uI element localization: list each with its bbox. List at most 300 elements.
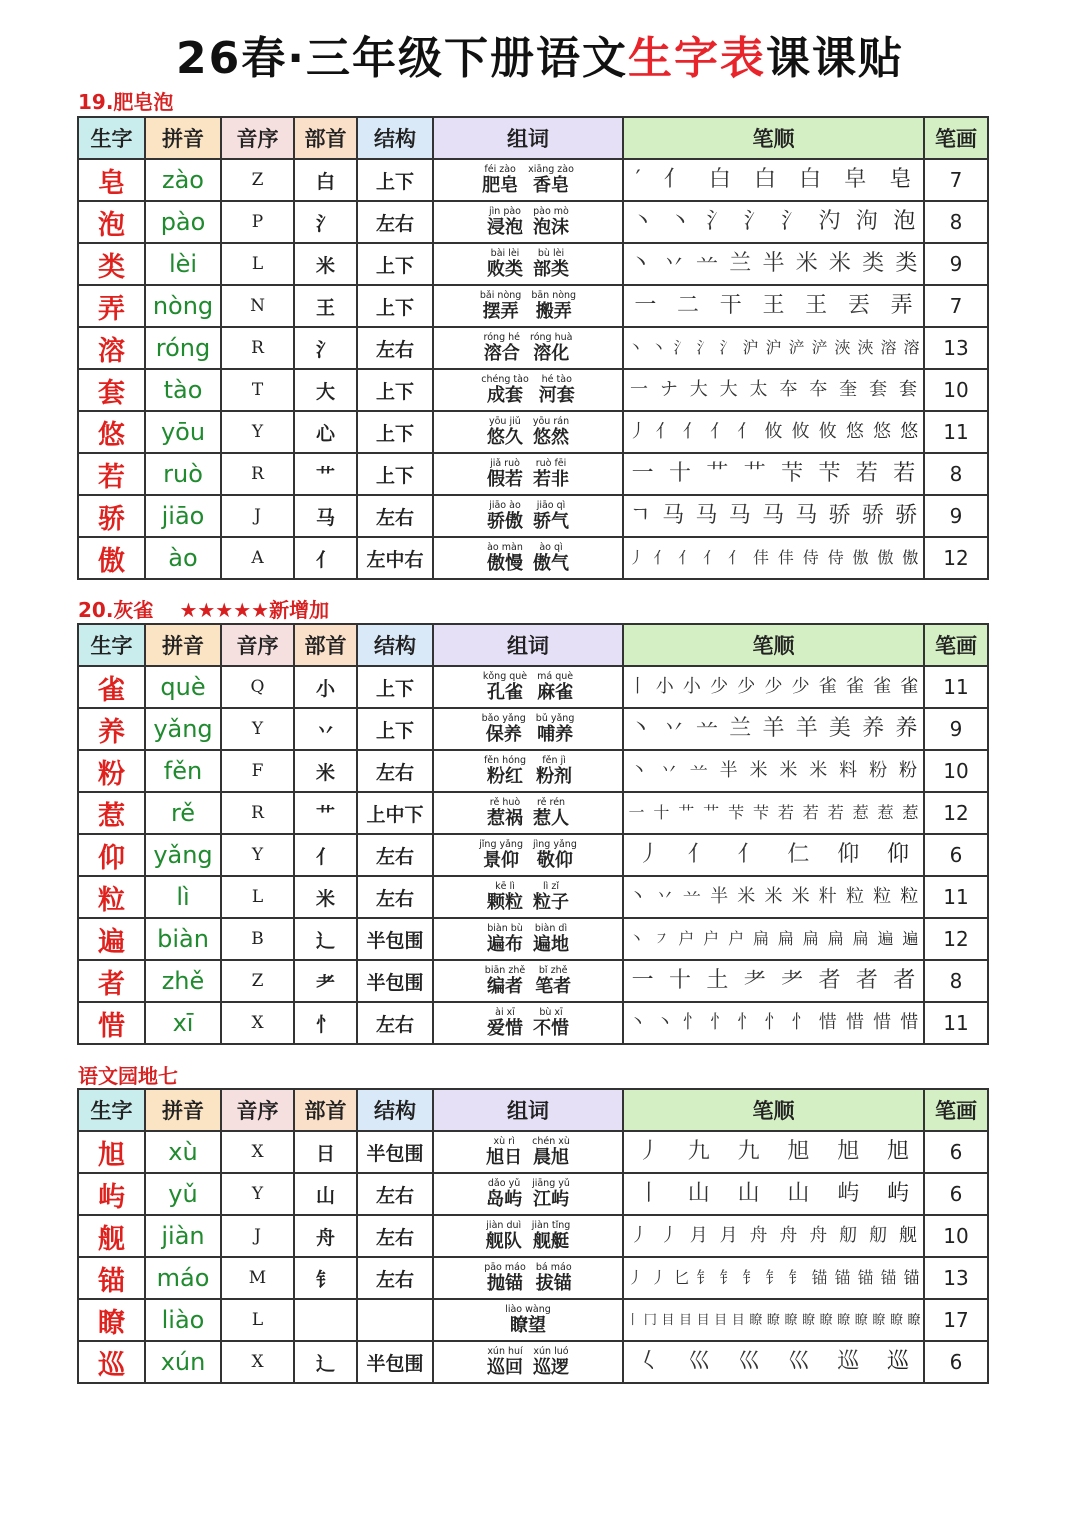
char-cell: 骄 xyxy=(78,495,145,537)
word-text: 悠久 xyxy=(486,427,523,448)
stroke-step: 丿 xyxy=(629,1225,648,1246)
word-pinyin: bài lèi xyxy=(490,248,520,259)
table-row xyxy=(78,1215,988,1257)
stroke-sequence xyxy=(624,1314,923,1327)
word-pair xyxy=(533,1346,569,1378)
stroke-sequence xyxy=(624,970,923,992)
stroke-step: 若 xyxy=(802,803,819,822)
word-pair xyxy=(487,923,523,955)
pinyin-cell: róng xyxy=(145,327,221,369)
word-pinyin: jiàn duì xyxy=(486,1220,522,1231)
word-pair xyxy=(480,290,521,322)
stroke-sequence xyxy=(624,295,923,317)
structure-cell: 左右 xyxy=(357,1002,433,1044)
word-pinyin: biān zhě xyxy=(484,965,526,976)
stroke-sequence xyxy=(624,1227,923,1245)
header-char: 生字 xyxy=(78,1089,145,1131)
stroke-step: 傲 xyxy=(902,548,919,567)
stroke-step: 丶 xyxy=(655,1012,674,1033)
table-row xyxy=(78,1299,988,1341)
stroke-step: 钅 xyxy=(696,1268,713,1287)
stroke-step: 巛 xyxy=(687,1349,710,1374)
header-pinyin: 拼音 xyxy=(145,1089,221,1131)
words-cell xyxy=(433,1257,623,1299)
radical-cell: 心 xyxy=(294,411,357,453)
stroke-step: 亻 xyxy=(653,548,670,567)
word-text: 败类 xyxy=(487,259,523,280)
stroke-order-cell xyxy=(623,495,924,537)
stroke-count-cell: 6 xyxy=(924,834,988,876)
structure-cell: 左右 xyxy=(357,876,433,918)
header-radical: 部首 xyxy=(294,117,357,159)
stroke-step: 若 xyxy=(777,803,794,822)
stroke-step: 𡿨 xyxy=(637,1349,660,1374)
table-row xyxy=(78,1173,988,1215)
stroke-step: 亻 xyxy=(728,548,745,567)
stroke-step: 亻 xyxy=(737,421,756,442)
table-header-row xyxy=(78,624,988,666)
stroke-step: 瞭 xyxy=(854,1312,868,1328)
order-cell: F xyxy=(221,750,294,792)
stroke-step: 芐 xyxy=(781,461,804,486)
stroke-step: 马 xyxy=(728,503,751,528)
header-order: 音序 xyxy=(221,624,294,666)
radical-cell: 氵 xyxy=(294,327,357,369)
header-words: 组词 xyxy=(433,624,623,666)
stroke-step: 瞭 xyxy=(766,1312,780,1328)
stroke-step: 半 xyxy=(710,886,729,907)
word-text: 麻雀 xyxy=(537,682,574,703)
stroke-step: 白 xyxy=(799,167,822,192)
structure-cell: 左右 xyxy=(357,495,433,537)
stroke-step: 惹 xyxy=(902,803,919,822)
words-cell xyxy=(433,960,623,1002)
stroke-step: 马 xyxy=(695,503,718,528)
stroke-step: 侍 xyxy=(827,548,844,567)
stroke-step: 仰 xyxy=(837,842,860,867)
header-structure: 结构 xyxy=(357,624,433,666)
word-pinyin: jiāo qì xyxy=(536,500,566,511)
word-pair xyxy=(487,458,523,490)
word-text: 笔者 xyxy=(535,976,572,997)
stroke-step: 瞭 xyxy=(872,1312,886,1328)
radical-cell: 艹 xyxy=(294,792,357,834)
word-pair xyxy=(487,416,523,448)
structure-cell: 上下 xyxy=(357,159,433,201)
stroke-step: 仹 xyxy=(777,548,794,567)
stroke-count-cell: 11 xyxy=(924,876,988,918)
stroke-step: 米 xyxy=(779,760,798,781)
pinyin-cell: yōu xyxy=(145,411,221,453)
stroke-count-cell: 10 xyxy=(924,750,988,792)
stroke-step: 瞭 xyxy=(889,1312,903,1328)
stroke-step: 大 xyxy=(719,379,738,400)
word-pair xyxy=(533,458,569,490)
char-cell: 锚 xyxy=(78,1257,145,1299)
word-pair xyxy=(505,1304,551,1336)
stroke-order-cell xyxy=(623,369,924,411)
stroke-step: 惹 xyxy=(852,803,869,822)
word-text: 哺养 xyxy=(537,724,574,745)
header-stroke-count: 笔画 xyxy=(924,1089,988,1131)
stroke-sequence xyxy=(624,169,923,191)
word-pinyin: bǐ zhě xyxy=(538,965,568,976)
word-text: 肥皂 xyxy=(482,175,519,196)
words-cell xyxy=(433,411,623,453)
header-pinyin: 拼音 xyxy=(145,624,221,666)
stroke-order-cell xyxy=(623,666,924,708)
order-cell: Y xyxy=(221,834,294,876)
word-pinyin: fěn jì xyxy=(542,755,566,766)
stroke-step: 丿 xyxy=(637,842,660,867)
stroke-order-cell xyxy=(623,960,924,1002)
char-cell: 皂 xyxy=(78,159,145,201)
word-pair xyxy=(533,248,569,280)
table-row xyxy=(78,159,988,201)
stroke-step: 丷 xyxy=(662,716,685,741)
stroke-step: 氵 xyxy=(706,209,729,234)
word-pinyin: pāo máo xyxy=(484,1262,526,1273)
words-cell xyxy=(433,1173,623,1215)
word-pinyin: xiāng zào xyxy=(528,164,574,175)
stroke-step: 瞭 xyxy=(837,1312,851,1328)
words-cell xyxy=(433,1215,623,1257)
words-cell xyxy=(433,495,623,537)
header-words: 组词 xyxy=(433,117,623,159)
word-pinyin: biàn bù xyxy=(487,923,523,934)
stroke-step: 亻 xyxy=(678,548,695,567)
stroke-step: 马 xyxy=(662,503,685,528)
stroke-step: 丶 xyxy=(627,338,644,357)
stroke-step: 者 xyxy=(818,968,841,993)
pinyin-cell: xù xyxy=(145,1131,221,1173)
char-cell: 雀 xyxy=(78,666,145,708)
word-text: 编者 xyxy=(486,976,523,997)
stroke-step: 养 xyxy=(862,716,885,741)
word-text: 溶化 xyxy=(533,343,570,364)
structure-cell: 上下 xyxy=(357,453,433,495)
stroke-step: 惜 xyxy=(845,1012,864,1033)
word-pinyin: jǐng yǎng xyxy=(479,839,523,850)
stroke-count-cell: 8 xyxy=(924,453,988,495)
stroke-step: 山 xyxy=(787,1181,810,1206)
stroke-step: 舠 xyxy=(839,1225,858,1246)
word-pinyin: kǒng què xyxy=(482,671,528,682)
char-cell: 者 xyxy=(78,960,145,1002)
header-stroke-order: 笔顺 xyxy=(623,624,924,666)
header-char: 生字 xyxy=(78,624,145,666)
stroke-step: 十 xyxy=(669,461,692,486)
stroke-step: 浐 xyxy=(788,338,805,357)
word-pinyin: jìng yǎng xyxy=(533,839,577,850)
stroke-step: 䒑 xyxy=(682,886,701,907)
word-text: 遍布 xyxy=(487,934,523,955)
word-pair xyxy=(487,797,523,829)
word-pinyin: bān nòng xyxy=(531,290,577,301)
stroke-step: 沪 xyxy=(765,338,782,357)
word-text: 瞭望 xyxy=(509,1315,546,1336)
stroke-step: 䒑 xyxy=(696,716,719,741)
word-pinyin: jìn pào xyxy=(489,206,521,217)
stroke-step: 侍 xyxy=(802,548,819,567)
word-pair xyxy=(479,839,523,871)
word-pinyin: jiāo ào xyxy=(489,500,521,511)
stroke-sequence xyxy=(624,1183,923,1205)
section-note: ★★★★★新增加 xyxy=(179,598,330,622)
stroke-step: 粒 xyxy=(845,886,864,907)
radical-cell: 氵 xyxy=(294,201,357,243)
table-header-row xyxy=(78,117,988,159)
pinyin-cell: nòng xyxy=(145,285,221,327)
char-cell: 弄 xyxy=(78,285,145,327)
stroke-step: 丶 xyxy=(629,716,652,741)
radical-cell: 白 xyxy=(294,159,357,201)
stroke-step: 扁 xyxy=(802,929,819,948)
word-pair xyxy=(487,1007,523,1039)
stroke-step: 芐 xyxy=(818,461,841,486)
stroke-step: 米 xyxy=(828,251,851,276)
stroke-step: 一 xyxy=(631,461,654,486)
pinyin-cell: què xyxy=(145,666,221,708)
stroke-step: 丷 xyxy=(655,886,674,907)
words-cell xyxy=(433,1341,623,1383)
char-cell: 粉 xyxy=(78,750,145,792)
stroke-count-cell: 10 xyxy=(924,1215,988,1257)
word-text: 若非 xyxy=(533,469,569,490)
stroke-step: 瞭 xyxy=(784,1312,798,1328)
order-cell: J xyxy=(221,495,294,537)
stroke-order-cell xyxy=(623,1257,924,1299)
stroke-step: 忄 xyxy=(791,1012,810,1033)
word-pair xyxy=(536,1262,572,1294)
stroke-step: 雀 xyxy=(845,676,864,697)
stroke-step: 九 xyxy=(687,1139,710,1164)
stroke-step: 丷 xyxy=(662,251,685,276)
words-cell xyxy=(433,666,623,708)
structure-cell: 上下 xyxy=(357,666,433,708)
stroke-step: 土 xyxy=(706,968,729,993)
word-text: 粒子 xyxy=(533,892,569,913)
word-pinyin: ài xī xyxy=(495,1007,515,1018)
stroke-step: 籵 xyxy=(818,886,837,907)
stroke-order-cell xyxy=(623,285,924,327)
structure-cell: 上下 xyxy=(357,411,433,453)
stroke-step: 氵 xyxy=(719,338,736,357)
structure-cell: 左右 xyxy=(357,327,433,369)
stroke-step: 惜 xyxy=(818,1012,837,1033)
word-pinyin: liào wàng xyxy=(505,1304,551,1315)
stroke-step: 目 xyxy=(696,1312,710,1328)
word-pair xyxy=(536,755,572,787)
stroke-count-cell: 17 xyxy=(924,1299,988,1341)
radical-cell: 钅 xyxy=(294,1257,357,1299)
word-text: 河套 xyxy=(538,385,575,406)
order-cell: Z xyxy=(221,159,294,201)
stroke-step: 一 xyxy=(628,803,645,822)
word-pinyin: pào mò xyxy=(533,206,569,217)
stroke-step: 氵 xyxy=(743,209,766,234)
order-cell: A xyxy=(221,537,294,579)
stroke-step: 米 xyxy=(791,886,810,907)
stroke-step: 钅 xyxy=(788,1268,805,1287)
structure-cell: 半包围 xyxy=(357,960,433,1002)
stroke-order-cell xyxy=(623,453,924,495)
stroke-step: 亻 xyxy=(703,548,720,567)
stroke-step: 奎 xyxy=(839,379,858,400)
stroke-step: 丶 xyxy=(629,251,652,276)
stroke-step: 攸 xyxy=(818,421,837,442)
word-pair xyxy=(483,671,527,703)
stroke-sequence xyxy=(624,550,923,566)
stroke-step: 浐 xyxy=(811,338,828,357)
word-pinyin: bǎi nòng xyxy=(479,290,522,301)
char-cell: 傲 xyxy=(78,537,145,579)
word-pair xyxy=(486,1136,522,1168)
stroke-step: 仹 xyxy=(752,548,769,567)
pinyin-cell: zhě xyxy=(145,960,221,1002)
stroke-step: 舠 xyxy=(869,1225,888,1246)
pinyin-cell: liào xyxy=(145,1299,221,1341)
stroke-step: 泡 xyxy=(893,209,916,234)
stroke-step: 雀 xyxy=(818,676,837,697)
radical-cell: 亻 xyxy=(294,537,357,579)
word-pinyin: bǔ yǎng xyxy=(535,713,575,724)
header-structure: 结构 xyxy=(357,117,433,159)
words-cell xyxy=(433,876,623,918)
stroke-step: 户 xyxy=(728,929,745,948)
stroke-step: 耂 xyxy=(743,968,766,993)
word-text: 舰艇 xyxy=(533,1231,569,1252)
stroke-step: 夲 xyxy=(809,379,828,400)
word-text: 浸泡 xyxy=(487,217,523,238)
words-cell xyxy=(433,750,623,792)
header-words: 组词 xyxy=(433,1089,623,1131)
pinyin-cell: ruò xyxy=(145,453,221,495)
stroke-step: 美 xyxy=(828,716,851,741)
stroke-step: 亻 xyxy=(663,167,686,192)
words-cell xyxy=(433,285,623,327)
stroke-step: 白 xyxy=(708,167,731,192)
stroke-step: 月 xyxy=(719,1225,738,1246)
stroke-step: 耂 xyxy=(781,968,804,993)
word-pinyin: má què xyxy=(537,671,574,682)
order-cell: X xyxy=(221,1002,294,1044)
table-row xyxy=(78,1257,988,1299)
word-text: 孔雀 xyxy=(487,682,523,703)
title-suffix: 课课贴 xyxy=(765,33,904,84)
stroke-step: 少 xyxy=(737,676,756,697)
stroke-step: 二 xyxy=(677,293,700,318)
stroke-step: 艹 xyxy=(678,803,695,822)
words-cell xyxy=(433,369,623,411)
stroke-sequence xyxy=(624,718,923,740)
stroke-step: 傲 xyxy=(877,548,894,567)
header-stroke-count: 笔画 xyxy=(924,624,988,666)
char-cell: 屿 xyxy=(78,1173,145,1215)
stroke-step: 太 xyxy=(749,379,768,400)
stroke-step: 月 xyxy=(689,1225,708,1246)
stroke-sequence xyxy=(624,1014,923,1032)
stroke-step: 巡 xyxy=(887,1349,910,1374)
word-text: 晨旭 xyxy=(533,1147,569,1168)
order-cell: Y xyxy=(221,708,294,750)
stroke-step: 丿 xyxy=(650,1268,667,1287)
stroke-step: 钅 xyxy=(742,1268,759,1287)
word-text: 岛屿 xyxy=(486,1189,523,1210)
word-pinyin: xù rì xyxy=(493,1136,515,1147)
stroke-step: 冂 xyxy=(643,1312,657,1328)
stroke-step: 惹 xyxy=(877,803,894,822)
word-pair xyxy=(533,206,569,238)
word-pinyin: fěn hóng xyxy=(483,755,527,766)
stroke-step: 匕 xyxy=(673,1268,690,1287)
stroke-step: 丿 xyxy=(637,1139,660,1164)
stroke-count-cell: 6 xyxy=(924,1341,988,1383)
word-pinyin: kē lì xyxy=(495,881,515,892)
stroke-step: 干 xyxy=(719,293,742,318)
stroke-step: 忄 xyxy=(682,1012,701,1033)
table-row xyxy=(78,411,988,453)
stroke-count-cell: 12 xyxy=(924,537,988,579)
order-cell: M xyxy=(221,1257,294,1299)
stroke-step: 攸 xyxy=(791,421,810,442)
stroke-step: 丶 xyxy=(628,886,647,907)
stroke-sequence xyxy=(624,381,923,399)
stroke-step: 泃 xyxy=(855,209,878,234)
stroke-order-cell xyxy=(623,1341,924,1383)
structure-cell xyxy=(357,1299,433,1341)
header-stroke-count: 笔画 xyxy=(924,117,988,159)
stroke-step: 瞭 xyxy=(907,1312,921,1328)
stroke-step: 仰 xyxy=(887,842,910,867)
word-text: 摆弄 xyxy=(482,301,519,322)
word-pair xyxy=(533,881,569,913)
stroke-step: 悠 xyxy=(900,421,919,442)
word-pair xyxy=(528,164,574,196)
word-text: 颗粒 xyxy=(487,892,523,913)
order-cell: L xyxy=(221,1299,294,1341)
stroke-step: 目 xyxy=(661,1312,675,1328)
stroke-step: 惜 xyxy=(873,1012,892,1033)
radical-cell: 王 xyxy=(294,285,357,327)
stroke-step: 王 xyxy=(805,293,828,318)
stroke-order-cell xyxy=(623,918,924,960)
table-row xyxy=(78,1341,988,1383)
stroke-step: 雀 xyxy=(873,676,892,697)
stroke-step: 丶 xyxy=(628,929,645,948)
stroke-step: 户 xyxy=(703,929,720,948)
stroke-count-cell: 12 xyxy=(924,918,988,960)
character-table xyxy=(77,623,989,1045)
stroke-sequence xyxy=(624,211,923,233)
word-text: 惹祸 xyxy=(487,808,523,829)
word-text: 骄气 xyxy=(533,511,569,532)
stroke-sequence xyxy=(624,931,923,947)
table-row xyxy=(78,369,988,411)
stroke-step: 䒑 xyxy=(696,251,719,276)
pinyin-cell: ào xyxy=(145,537,221,579)
word-text: 部类 xyxy=(533,259,569,280)
structure-cell: 半包围 xyxy=(357,1341,433,1383)
stroke-step: 皂 xyxy=(889,167,912,192)
char-cell: 巡 xyxy=(78,1341,145,1383)
stroke-count-cell: 11 xyxy=(924,411,988,453)
structure-cell: 左右 xyxy=(357,834,433,876)
word-pair xyxy=(487,542,523,574)
structure-cell: 左右 xyxy=(357,750,433,792)
stroke-step: 亻 xyxy=(655,421,674,442)
order-cell: X xyxy=(221,1131,294,1173)
